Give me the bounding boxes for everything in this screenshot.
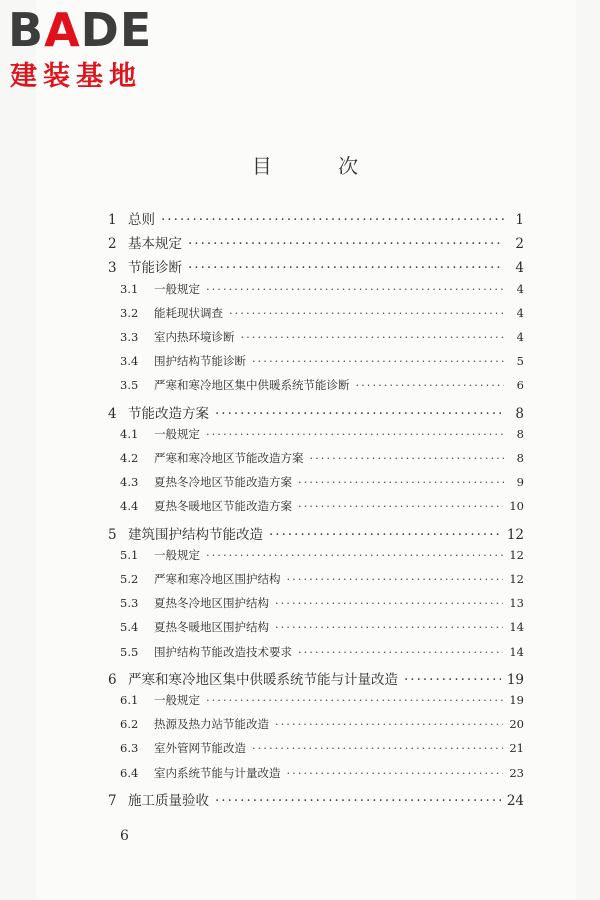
toc-entry-number: 7 bbox=[108, 792, 117, 809]
toc-entry[interactable] bbox=[120, 619, 524, 635]
dot-leader bbox=[310, 451, 505, 465]
toc-entry-page: 6 bbox=[516, 378, 524, 393]
toc-entry-page: 4 bbox=[516, 281, 524, 296]
dot-leader bbox=[287, 572, 504, 586]
toc-entry-number: 6.2 bbox=[120, 717, 139, 732]
toc-entry[interactable] bbox=[108, 256, 524, 276]
toc-entry-number: 5 bbox=[108, 526, 117, 543]
toc-entry-label: 基本规定 bbox=[128, 236, 182, 253]
toc-entry[interactable] bbox=[108, 208, 524, 228]
toc-entry-page: 20 bbox=[509, 717, 524, 732]
toc-entry-label: 一般规定 bbox=[154, 547, 200, 562]
toc-entry[interactable] bbox=[120, 498, 524, 514]
toc-entry-number: 4 bbox=[108, 405, 117, 422]
toc-entry-label: 能耗现状调查 bbox=[154, 305, 223, 320]
toc-entry-number: 3 bbox=[108, 260, 117, 277]
toc-entry-number: 5.5 bbox=[120, 644, 139, 659]
toc-entry-number: 6.3 bbox=[120, 741, 139, 756]
dot-leader bbox=[206, 282, 504, 296]
dot-leader bbox=[188, 236, 504, 252]
toc-entry[interactable] bbox=[108, 789, 524, 809]
toc-entry-number: 3.5 bbox=[120, 378, 139, 393]
toc-entry[interactable] bbox=[120, 474, 524, 490]
dot-leader bbox=[404, 672, 501, 688]
toc-entry[interactable] bbox=[120, 765, 524, 781]
toc-entry-page: 12 bbox=[509, 547, 524, 562]
toc-entry-page: 4 bbox=[516, 305, 524, 320]
toc-entry-label: 严寒和寒冷地区集中供暖系统节能诊断 bbox=[154, 378, 350, 393]
toc-entry[interactable] bbox=[108, 402, 524, 422]
dot-leader bbox=[298, 475, 504, 489]
toc-entry-number: 5.4 bbox=[120, 620, 139, 635]
toc-entry-label: 热源及热力站节能改造 bbox=[154, 717, 269, 732]
logo-wordmark: BADE bbox=[8, 3, 153, 57]
dot-leader bbox=[275, 620, 503, 634]
toc-entry[interactable] bbox=[120, 377, 524, 393]
toc-entry-number: 1 bbox=[108, 212, 117, 228]
toc-entry[interactable] bbox=[120, 595, 524, 611]
toc-entry-number: 6 bbox=[108, 671, 117, 688]
toc-entry-number: 3.3 bbox=[120, 330, 139, 344]
dot-leader bbox=[241, 330, 505, 344]
toc-entry-page: 13 bbox=[509, 596, 524, 611]
toc-entry-page: 14 bbox=[509, 620, 524, 635]
logo-subtitle: 建装基地 bbox=[10, 61, 142, 92]
toc-entry-number: 3.1 bbox=[120, 281, 139, 296]
toc-entry-page: 4 bbox=[516, 330, 524, 344]
toc-entry-label: 节能改造方案 bbox=[128, 405, 209, 422]
toc-entry-label: 总则 bbox=[128, 212, 155, 228]
dot-leader bbox=[215, 793, 501, 809]
toc-entry[interactable] bbox=[120, 692, 524, 708]
dot-leader bbox=[287, 766, 504, 780]
dot-leader bbox=[206, 548, 503, 562]
toc-entry[interactable] bbox=[108, 668, 524, 688]
page-number: 6 bbox=[120, 828, 129, 844]
toc-entry-page: 12 bbox=[506, 526, 524, 543]
toc-entry-label: 节能诊断 bbox=[128, 260, 182, 277]
toc-entry-label: 一般规定 bbox=[154, 281, 200, 296]
toc-entry-page: 21 bbox=[509, 741, 524, 756]
toc-entry-label: 严寒和寒冷地区集中供暖系统节能与计量改造 bbox=[128, 671, 398, 688]
toc-entry-number: 2 bbox=[108, 236, 117, 253]
toc-entry[interactable] bbox=[108, 523, 524, 543]
toc-entry-number: 4.2 bbox=[120, 451, 139, 465]
toc-entry-number: 3.2 bbox=[120, 305, 139, 320]
toc-entry[interactable] bbox=[120, 426, 524, 442]
toc-entry[interactable] bbox=[120, 547, 524, 563]
toc-entry-label: 夏热冬冷地区围护结构 bbox=[154, 596, 269, 611]
toc-entry-page: 14 bbox=[509, 644, 524, 659]
toc-entry-label: 围护结构节能改造技术要求 bbox=[154, 644, 292, 659]
dot-leader bbox=[269, 527, 501, 543]
toc-entry-label: 室内热环境诊断 bbox=[154, 330, 235, 344]
bade-logo bbox=[8, 3, 178, 96]
toc-entry-label: 室内系统节能与计量改造 bbox=[154, 765, 281, 780]
toc-entry[interactable] bbox=[120, 450, 524, 466]
toc-entry-label: 施工质量验收 bbox=[128, 792, 209, 809]
dot-leader bbox=[206, 427, 504, 441]
dot-leader bbox=[229, 306, 504, 320]
toc-entry-number: 5.3 bbox=[120, 596, 139, 611]
toc-entry-number: 6.1 bbox=[120, 693, 139, 707]
toc-entry[interactable] bbox=[120, 571, 524, 587]
dot-leader bbox=[188, 260, 504, 276]
toc-entry[interactable] bbox=[120, 716, 524, 732]
toc-entry-page: 8 bbox=[516, 451, 524, 465]
toc-entry-page: 19 bbox=[509, 693, 524, 707]
toc-entry-number: 4.4 bbox=[120, 499, 139, 514]
toc-entry-page: 4 bbox=[515, 260, 524, 277]
dot-leader bbox=[275, 717, 503, 731]
toc-entry-number: 3.4 bbox=[120, 354, 139, 369]
toc-entry-page: 23 bbox=[509, 765, 524, 780]
toc-entry[interactable] bbox=[120, 740, 524, 756]
dot-leader bbox=[215, 406, 504, 422]
toc-entry-page: 2 bbox=[515, 236, 524, 253]
toc-entry-label: 严寒和寒冷地区节能改造方案 bbox=[154, 451, 304, 465]
dot-leader bbox=[252, 354, 504, 368]
toc-entry-label: 一般规定 bbox=[154, 693, 200, 707]
dot-leader bbox=[275, 596, 503, 610]
toc-title: 目 次 bbox=[251, 154, 389, 178]
dot-leader bbox=[206, 693, 503, 707]
toc-entry-number: 5.1 bbox=[120, 547, 139, 562]
toc-entry[interactable] bbox=[120, 305, 524, 321]
toc-entry-page: 24 bbox=[506, 792, 524, 809]
toc-entry-page: 5 bbox=[516, 354, 524, 369]
dot-leader bbox=[298, 645, 503, 659]
dot-leader bbox=[161, 212, 504, 228]
toc-entry-number: 6.4 bbox=[120, 765, 139, 780]
toc-entry-label: 夏热冬暖地区围护结构 bbox=[154, 620, 269, 635]
toc-entry-label: 夏热冬冷地区节能改造方案 bbox=[154, 475, 292, 490]
toc-entry-page: 19 bbox=[506, 671, 524, 688]
toc-entry-page: 9 bbox=[516, 475, 524, 490]
toc-entry-page: 12 bbox=[509, 572, 524, 586]
toc-entry-page: 1 bbox=[515, 212, 524, 228]
toc-entry[interactable] bbox=[120, 281, 524, 297]
toc-entry-label: 严寒和寒冷地区围护结构 bbox=[154, 572, 281, 586]
toc-entry-label: 室外管网节能改造 bbox=[154, 741, 246, 756]
toc-entry[interactable] bbox=[120, 329, 524, 345]
dot-leader bbox=[298, 499, 503, 513]
toc-entry-page: 8 bbox=[516, 426, 524, 441]
toc-entry-label: 围护结构节能诊断 bbox=[154, 354, 246, 369]
toc-entry[interactable] bbox=[108, 232, 524, 252]
toc-entry[interactable] bbox=[120, 644, 524, 660]
toc-entry-number: 4.1 bbox=[120, 426, 139, 441]
dot-leader bbox=[356, 378, 505, 392]
toc-entry-number: 4.3 bbox=[120, 475, 139, 490]
toc-entry[interactable] bbox=[120, 353, 524, 369]
toc-entry-label: 夏热冬暖地区节能改造方案 bbox=[154, 499, 292, 514]
toc-entry-label: 一般规定 bbox=[154, 426, 200, 441]
toc-entry-label: 建筑围护结构节能改造 bbox=[128, 526, 263, 543]
toc-entry-number: 5.2 bbox=[120, 572, 139, 586]
toc-entry-page: 8 bbox=[515, 405, 524, 422]
dot-leader bbox=[252, 741, 503, 755]
toc-entry-page: 10 bbox=[509, 499, 524, 514]
